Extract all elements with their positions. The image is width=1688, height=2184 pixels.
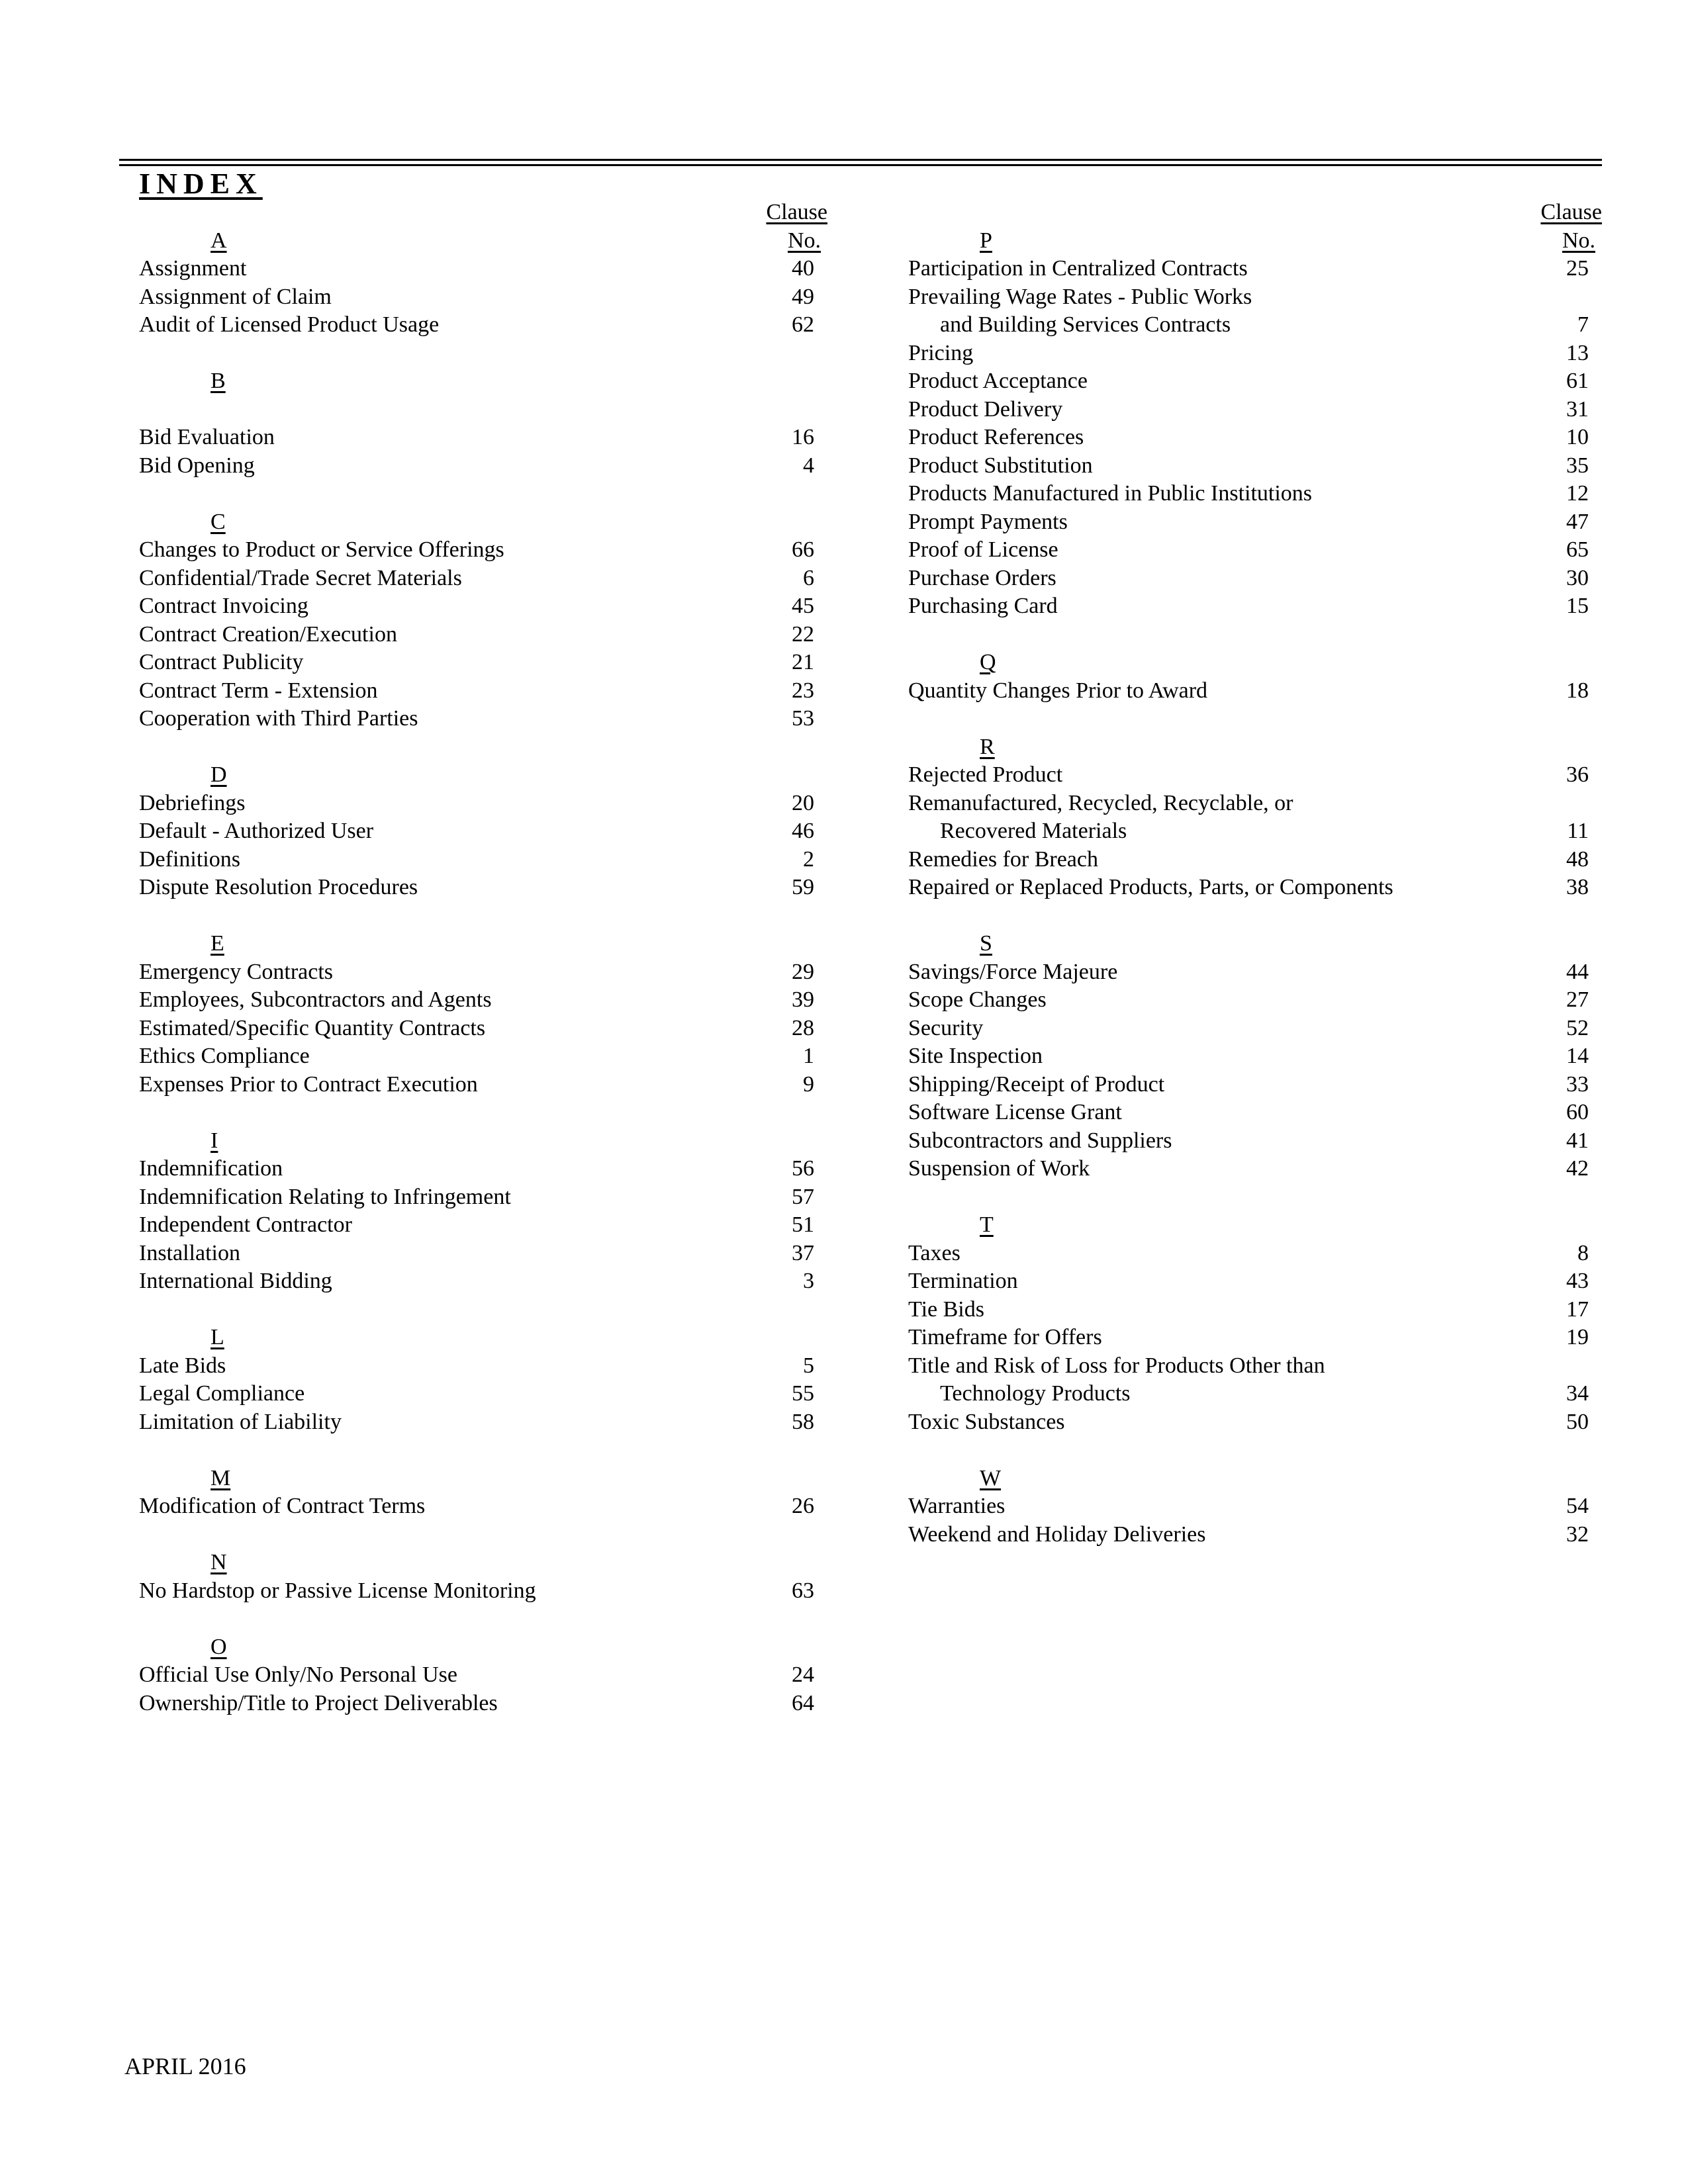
index-entry [908,1296,1602,1324]
entry-name: Assignment [139,256,247,281]
index-entry [139,565,827,593]
letter-heading: R [980,734,995,759]
letter-heading-row [139,930,827,958]
letter-heading: P [980,228,992,253]
entry-name: Proof of License [908,537,1058,562]
letter-heading: N [211,1550,227,1574]
entry-name: Employees, Subcontractors and Agents [139,987,492,1012]
index-entry [908,452,1602,480]
index-entry [139,790,827,818]
clause-number: 7 [1577,312,1589,337]
clause-number: 28 [792,1015,814,1040]
clause-number: 26 [792,1494,814,1518]
entry-name: Product References [908,425,1084,449]
spacer [139,1099,827,1127]
entry-name: Assignment of Claim [139,284,332,309]
index-entry [908,480,1602,508]
entry-name: Software License Grant [908,1100,1122,1124]
index-entry [908,1042,1602,1071]
clause-number: 62 [792,312,814,337]
entry-name: Remanufactured, Recycled, Recyclable, or [908,790,1293,815]
clause-number: 58 [792,1409,814,1434]
entry-name: Independent Contractor [139,1212,352,1237]
no-header: No. [1562,228,1595,253]
index-column-left [139,199,827,1717]
entry-name: Warranties [908,1494,1006,1518]
index-entry [908,1127,1602,1156]
index-entry [908,340,1602,368]
index-entry [139,1155,827,1183]
clause-number: 24 [792,1662,814,1687]
entry-name: Participation in Centralized Contracts [908,256,1248,281]
index-entry [908,424,1602,452]
index-entry [139,1380,827,1408]
entry-name: Indemnification Relating to Infringement [139,1184,511,1209]
entry-name: Cooperation with Third Parties [139,706,418,731]
clause-header-row [139,199,827,227]
entry-name: Taxes [908,1240,961,1265]
clause-number: 66 [792,537,814,562]
clause-number: 39 [792,987,814,1012]
index-entry [908,536,1602,565]
letter-heading-row [139,1324,827,1352]
index-entry [139,536,827,565]
clause-number: 31 [1566,396,1589,422]
index-entry [139,1577,827,1606]
footer-date: APRIL 2016 [124,2053,246,2079]
entry-name: Product Delivery [908,396,1063,422]
index-entry [908,396,1602,424]
index-entry [139,1211,827,1240]
clause-number: 17 [1566,1297,1589,1322]
letter-heading-row [908,1465,1602,1493]
entry-name: Modification of Contract Terms [139,1494,426,1518]
clause-number: 53 [792,706,814,731]
letter-heading-row [139,761,827,790]
index-entry [908,1071,1602,1099]
entry-name: Bid Opening [139,453,255,478]
entry-name: Product Acceptance [908,369,1088,393]
clause-number: 3 [803,1269,814,1293]
entry-name: Product Substitution [908,453,1093,478]
letter-heading: Q [980,650,996,674]
entry-name: Audit of Licensed Product Usage [139,312,440,337]
letter-heading-row [139,367,827,396]
entry-name: Debriefings [139,790,246,815]
letter-heading: C [211,509,226,534]
entry-name: Contract Publicity [139,650,304,674]
letter-heading: S [980,931,992,956]
index-entry [139,649,827,677]
clause-number: 21 [792,650,814,674]
index-entry [139,1690,827,1718]
no-header: No. [787,228,821,253]
top-rule-second [119,164,1602,166]
clause-number: 2 [803,846,814,872]
index-entry [139,255,827,283]
index-entry [908,846,1602,874]
clause-number: 15 [1566,594,1589,618]
entry-name: Weekend and Holiday Deliveries [908,1522,1206,1547]
entry-name: Title and Risk of Loss for Products Other than [908,1353,1325,1378]
index-entry [908,283,1602,312]
entry-name: and Building Services Contracts [940,312,1231,337]
clause-number: 55 [792,1381,814,1406]
clause-header: Clause [1540,200,1602,224]
entry-name: Legal Compliance [139,1381,305,1406]
entry-name: Dispute Resolution Procedures [139,875,418,899]
clause-number: 61 [1566,369,1589,393]
entry-name: Purchasing Card [908,594,1058,618]
clause-number: 49 [792,284,814,309]
entry-name: Shipping/Receipt of Product [908,1071,1165,1097]
entry-name: Products Manufactured in Public Institutions [908,481,1313,506]
entry-name: Remedies for Breach [908,846,1098,872]
entry-name: Official Use Only/No Personal Use [139,1662,457,1687]
entry-name: Rejected Product [908,762,1063,787]
clause-number: 35 [1566,453,1589,478]
clause-header: Clause [766,200,827,224]
clause-number: 10 [1566,425,1589,449]
clause-number: 36 [1566,762,1589,787]
clause-number: 32 [1566,1522,1589,1547]
index-entry [139,283,827,312]
letter-heading-row [908,227,1602,255]
entry-name: Purchase Orders [908,565,1056,590]
entry-name: Subcontractors and Suppliers [908,1128,1172,1153]
letter-heading-row [139,1549,827,1577]
index-entry [908,255,1602,283]
entry-name: Timeframe for Offers [908,1325,1102,1349]
index-entry [139,986,827,1015]
clause-number: 23 [792,678,814,703]
spacer [908,1183,1602,1212]
clause-number: 5 [803,1353,814,1378]
clause-number: 25 [1566,256,1589,281]
index-entry [139,705,827,733]
clause-number: 27 [1566,987,1589,1012]
letter-heading-row [139,1633,827,1662]
index-entry [139,958,827,987]
index-entry [908,986,1602,1015]
clause-number: 48 [1566,846,1589,872]
clause-number: 38 [1566,875,1589,899]
entry-name: Scope Changes [908,987,1047,1012]
entry-name: Estimated/Specific Quantity Contracts [139,1015,486,1040]
clause-number: 11 [1567,819,1589,843]
index-entry [139,621,827,649]
clause-number: 45 [792,594,814,618]
clause-number: 30 [1566,565,1589,590]
clause-number: 60 [1566,1100,1589,1124]
letter-heading: L [211,1325,224,1349]
entry-name: Prompt Payments [908,509,1068,534]
index-entry [139,1408,827,1437]
clause-number: 4 [803,453,814,478]
index-entry [908,311,1602,340]
index-entry [139,1015,827,1043]
entry-name: Repaired or Replaced Products, Parts, or Components [908,875,1393,899]
letter-heading: O [211,1634,227,1659]
clause-header-row [908,199,1602,227]
index-entry [908,367,1602,396]
letter-heading-row [139,1465,827,1493]
letter-heading-row [908,649,1602,677]
clause-number: 9 [803,1071,814,1097]
index-entry [908,592,1602,621]
entry-name: Contract Creation/Execution [139,621,397,647]
clause-number: 57 [792,1184,814,1209]
index-entry [908,565,1602,593]
clause-number: 42 [1566,1156,1589,1181]
clause-number: 14 [1566,1044,1589,1068]
index-entry [908,1240,1602,1268]
letter-heading-row [908,930,1602,958]
clause-number: 41 [1566,1128,1589,1153]
clause-number: 56 [792,1156,814,1181]
entry-name: Indemnification [139,1156,283,1181]
entry-name: Expenses Prior to Contract Execution [139,1071,478,1097]
clause-number: 59 [792,875,814,899]
index-entry [908,1267,1602,1296]
letter-heading: E [211,931,224,956]
letter-heading-row [908,733,1602,762]
index-entry [139,1071,827,1099]
entry-name: Savings/Force Majeure [908,959,1118,984]
clause-number: 20 [792,790,814,815]
index-entry [908,1380,1602,1408]
index-entry [139,424,827,452]
index-entry [908,1521,1602,1549]
index-entry [139,1183,827,1212]
index-entry [139,1492,827,1521]
entry-name: International Bidding [139,1269,332,1293]
clause-number: 13 [1566,340,1589,365]
spacer [139,1436,827,1465]
entry-name: Security [908,1015,984,1040]
index-entry [908,1155,1602,1183]
index-entry [139,874,827,902]
index-entry [139,1352,827,1381]
clause-number: 54 [1566,1494,1589,1518]
index-entry [139,452,827,480]
clause-number: 64 [792,1690,814,1715]
entry-name: Site Inspection [908,1044,1043,1068]
clause-number: 43 [1566,1269,1589,1293]
spacer [139,733,827,762]
letter-heading: D [211,762,227,787]
letter-heading-row [139,508,827,537]
index-entry [139,311,827,340]
entry-name: Prevailing Wage Rates - Public Works [908,284,1252,309]
index-entry [908,677,1602,705]
top-rule [119,159,1602,161]
clause-number: 44 [1566,959,1589,984]
entry-name: Ownership/Title to Project Deliverables [139,1690,498,1715]
index-entry [139,846,827,874]
index-entry [908,508,1602,537]
index-entry [908,817,1602,846]
clause-number: 40 [792,256,814,281]
clause-number: 37 [792,1240,814,1265]
letter-heading: W [980,1465,1002,1490]
clause-number: 50 [1566,1409,1589,1434]
clause-number: 1 [803,1044,814,1068]
index-entry [908,1492,1602,1521]
clause-number: 6 [803,565,814,590]
spacer [139,1296,827,1324]
spacer [908,902,1602,931]
index-column-right [908,199,1602,1549]
letter-heading: A [211,228,227,253]
clause-number: 22 [792,621,814,647]
index-entry [908,1015,1602,1043]
clause-number: 46 [792,819,814,843]
clause-number: 52 [1566,1015,1589,1040]
index-entry [908,1352,1602,1381]
letter-heading: I [211,1128,218,1153]
clause-number: 51 [792,1212,814,1237]
spacer [139,340,827,368]
entry-name: Pricing [908,340,974,365]
right-entries [908,227,1602,1549]
clause-number: 8 [1577,1240,1589,1265]
entry-name: Late Bids [139,1353,226,1378]
entry-name: Installation [139,1240,240,1265]
entry-name: Contract Invoicing [139,594,308,618]
clause-number: 65 [1566,537,1589,562]
entry-name: No Hardstop or Passive License Monitoring [139,1578,536,1603]
clause-number: 29 [792,959,814,984]
clause-number: 12 [1566,481,1589,506]
index-entry [139,1661,827,1690]
entry-name: Technology Products [940,1381,1131,1406]
entry-name: Definitions [139,846,240,872]
left-entries [139,227,827,1718]
clause-number: 19 [1566,1325,1589,1349]
entry-name: Toxic Substances [908,1409,1065,1434]
clause-number: 63 [792,1578,814,1603]
letter-heading-row [139,1127,827,1156]
entry-name: Suspension of Work [908,1156,1090,1181]
spacer [908,621,1602,649]
index-entry [908,874,1602,902]
letter-heading: B [211,369,226,393]
entry-name: Bid Evaluation [139,425,275,449]
entry-name: Confidential/Trade Secret Materials [139,565,462,590]
index-title: INDEX [139,167,263,200]
index-entry [908,761,1602,790]
letter-heading: T [980,1212,994,1237]
index-entry [139,1267,827,1296]
spacer [139,1521,827,1549]
index-entry [139,1240,827,1268]
entry-name: Ethics Compliance [139,1044,310,1068]
entry-name: Tie Bids [908,1297,984,1322]
index-entry [139,677,827,705]
spacer [139,1605,827,1633]
index-entry [908,1099,1602,1127]
letter-heading-row [908,1211,1602,1240]
spacer [908,705,1602,733]
entry-name: Termination [908,1269,1018,1293]
index-entry [139,817,827,846]
entry-name: Changes to Product or Service Offerings [139,537,504,562]
index-entry [139,1042,827,1071]
entry-name: Recovered Materials [940,819,1127,843]
clause-number: 16 [792,425,814,449]
clause-number: 33 [1566,1071,1589,1097]
clause-number: 34 [1566,1381,1589,1406]
clause-number: 18 [1566,678,1589,703]
index-entry [908,790,1602,818]
letter-heading: M [211,1465,231,1490]
entry-name: Emergency Contracts [139,959,334,984]
index-entry [908,1408,1602,1437]
spacer [139,480,827,508]
index-entry [908,958,1602,987]
entry-name: Contract Term - Extension [139,678,378,703]
clause-number: 47 [1566,509,1589,534]
letter-heading-row [139,227,827,255]
entry-name: Default - Authorized User [139,819,374,843]
spacer [139,902,827,931]
index-entry [139,592,827,621]
entry-name: Limitation of Liability [139,1409,342,1434]
entry-name: Quantity Changes Prior to Award [908,678,1208,703]
spacer [908,1436,1602,1465]
index-entry [908,1324,1602,1352]
spacer [139,396,827,424]
